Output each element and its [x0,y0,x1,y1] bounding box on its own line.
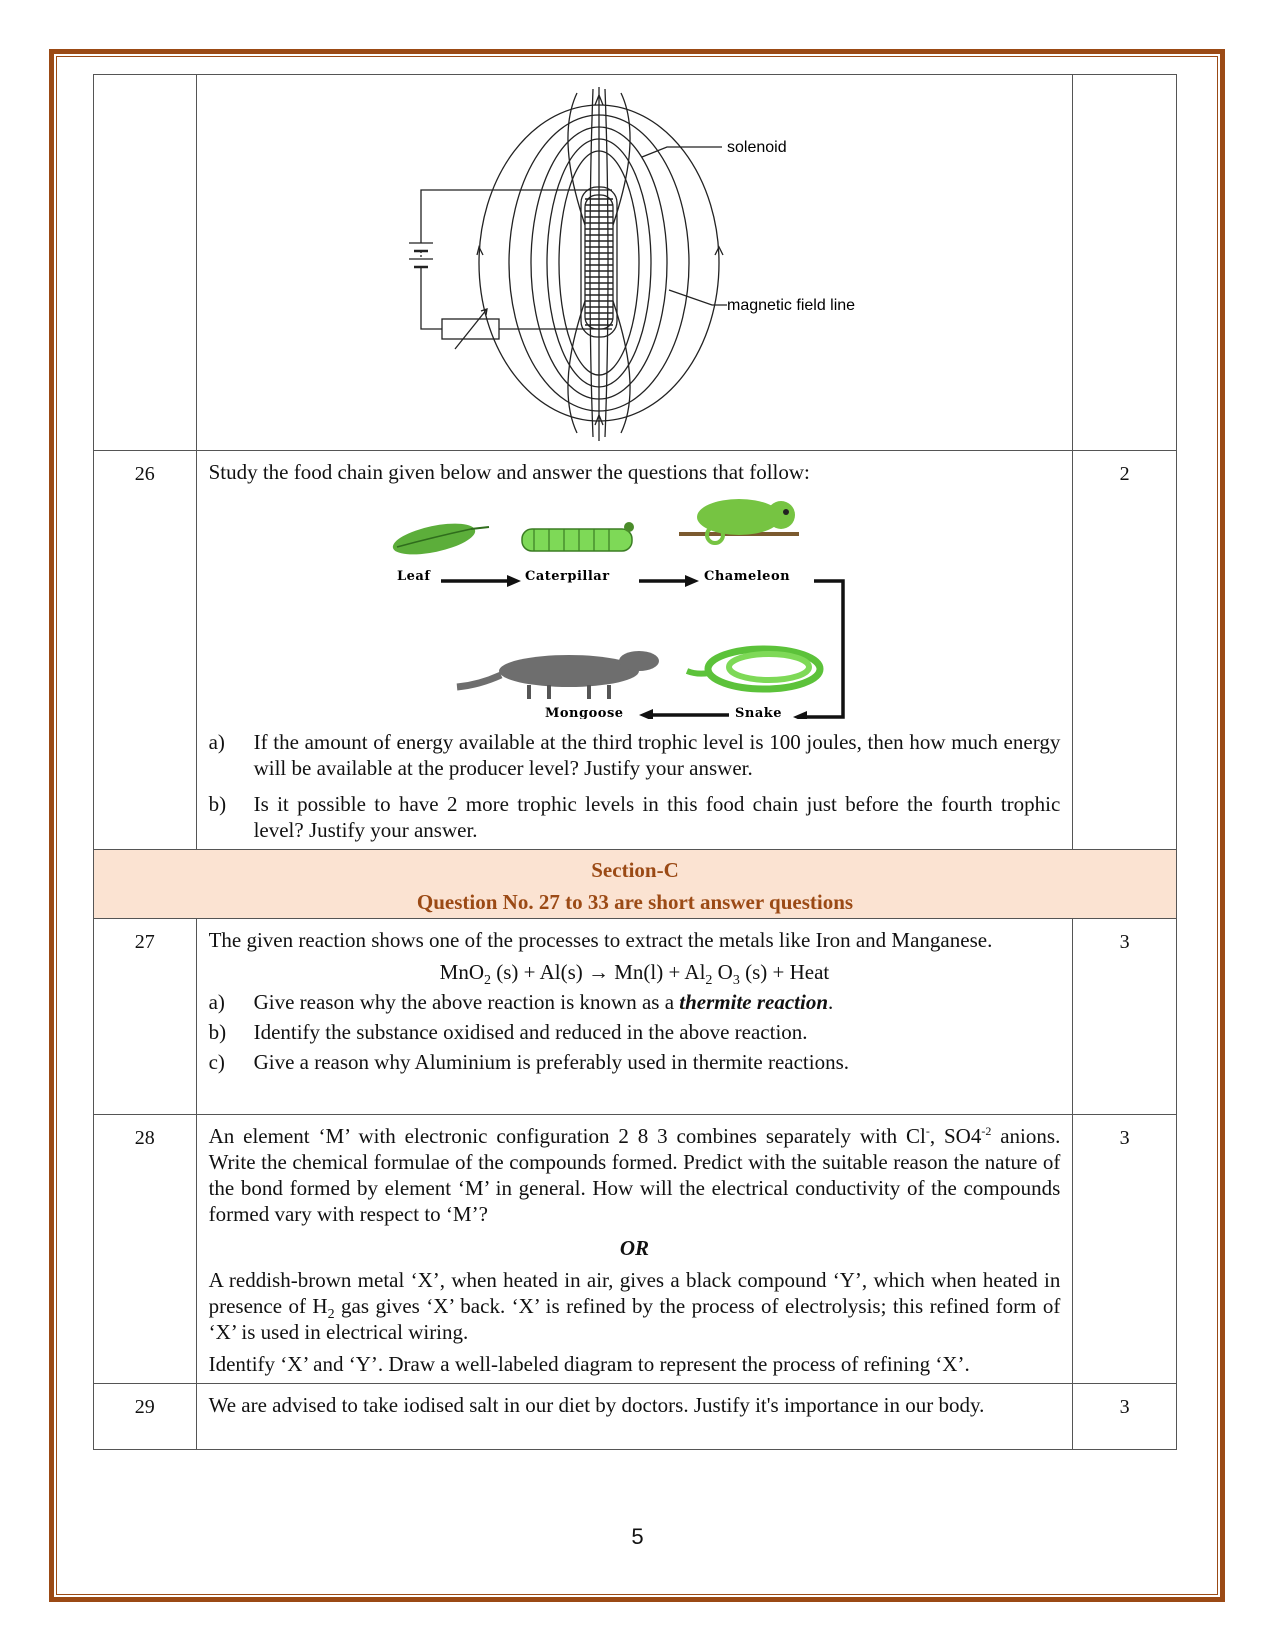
option-label: b) [208,792,227,816]
food-chain-diagram [209,489,1014,719]
option-label: a) [208,990,225,1014]
food-chain-arrow [639,709,729,719]
table-row [94,1115,1177,1384]
food-chain-arrow [639,575,699,587]
option-text: Give a reason why Aluminium is preferably used in thermite reactions. [253,1050,850,1074]
section-subtitle: Question No. 27 to 33 are short answer questions [416,890,854,914]
question-table [93,74,1177,1450]
question-text: We are advised to take iodised salt in our diet by doctors. Justify it's importance in our body. [208,1393,985,1417]
page-number: 5 [631,1524,644,1549]
question-marks: 3 [1073,1115,1177,1384]
option-text: If the amount of energy available at the third trophic level is 100 joules, then how much energy will be available at the producer level? Justify your answer. [253,730,1061,780]
text-part: An element ‘M’ with electronic configuration 2 8 3 combines separately with Cl [208,1124,926,1148]
question-number: 29 [94,1384,197,1450]
mongoose-illustration [457,651,659,699]
magnetic-field-line-label: magnetic field line [726,297,855,314]
question-marks: 2 [1073,451,1177,850]
option-label: c) [208,1050,225,1074]
superscript: - [925,1124,930,1138]
subscript: 2 [705,973,713,989]
table-row [94,75,1177,451]
food-chain-caterpillar-label: Caterpillar [524,569,610,584]
section-header-row [94,850,1177,919]
equation-part: (s) + Heat [739,960,830,984]
food-chain-arrow [441,575,521,587]
food-chain-leaf-label: Leaf [396,569,431,584]
text-part: anions. Write the chemical formulae of the compounds formed. Predict with the suitable reason the nature of the bond formed by element ‘M’ in general. How will the electrical conductivity of the compounds formed vary with respect to ‘M’? [208,1124,1061,1226]
question-body [196,451,1073,850]
question-prompt: Study the food chain given below and answer the questions that follow: [208,460,810,484]
text-part: A reddish-brown metal ‘X’, when heated in air, gives a black compound ‘Y’, which when heated in presence of H [208,1268,1061,1318]
question-marks: 3 [1073,919,1177,1115]
section-title: Section-C [591,858,679,882]
table-row [94,1384,1177,1450]
equation-part: O [712,960,733,984]
option-text: Identify the substance oxidised and reduced in the above reaction. [253,1020,808,1044]
food-chain-arrow [793,581,843,719]
chemical-equation [209,959,1061,989]
alternative-question-text [209,1267,1061,1345]
option-text-part: Give reason why the above reaction is known as a [253,990,680,1014]
question-marks: 3 [1073,1384,1177,1450]
caterpillar-illustration [522,522,634,551]
sub-question-a [209,729,1061,781]
question-body [196,919,1073,1115]
marks-cell [1073,75,1177,451]
or-separator: OR [619,1236,650,1260]
question-body [196,1115,1073,1384]
chameleon-illustration [679,499,799,543]
question-number: 28 [94,1115,197,1384]
table-row [94,919,1177,1115]
sub-question-a [209,989,1061,1015]
question-intro: The given reaction shows one of the processes to extract the metals like Iron and Manganese. [208,928,993,952]
question-number: 26 [94,451,197,850]
subscript: 3 [732,973,740,989]
option-label: b) [208,1020,227,1044]
option-text [254,989,1061,1015]
diagram-cell [196,75,1073,451]
question-number-cell [94,75,197,451]
solenoid-diagram [197,75,1024,449]
alternative-question-task: Identify ‘X’ and ‘Y’. Draw a well-labeled diagram to represent the process of refining ‘X’. [208,1352,970,1376]
equation-part: MnO [439,960,484,984]
sub-question-c [209,1049,1061,1075]
section-header [94,850,1177,919]
question-body [196,1384,1073,1450]
sub-question-b [209,791,1061,843]
question-number: 27 [94,919,197,1115]
option-label: a) [208,730,225,754]
sub-question-b [209,1019,1061,1045]
snake-illustration [687,649,820,689]
table-row [94,451,1177,850]
option-text-part: . [828,990,834,1014]
subscript: 2 [483,973,491,989]
text-part: gas gives ‘X’ back. ‘X’ is refined by the process of electrolysis; this refined form of ‘X’ is used in electrical wiring. [208,1294,1061,1344]
subscript: 2 [327,1307,335,1323]
food-chain-snake-label: Snake [734,706,782,719]
equation-part: (s) + Al(s) → Mn(l) + Al [490,960,706,984]
text-part: , SO4 [929,1124,982,1148]
emphasis: thermite reaction [679,990,829,1014]
leaf-illustration [390,518,489,561]
solenoid-label: solenoid [726,139,787,156]
food-chain-chameleon-label: Chameleon [703,569,790,584]
superscript: -2 [981,1124,992,1138]
food-chain-mongoose-label: Mongoose [544,706,624,719]
question-text [209,1123,1061,1227]
option-text: Is it possible to have 2 more trophic levels in this food chain just before the fourth trophic level? Justify your answer. [253,792,1061,842]
